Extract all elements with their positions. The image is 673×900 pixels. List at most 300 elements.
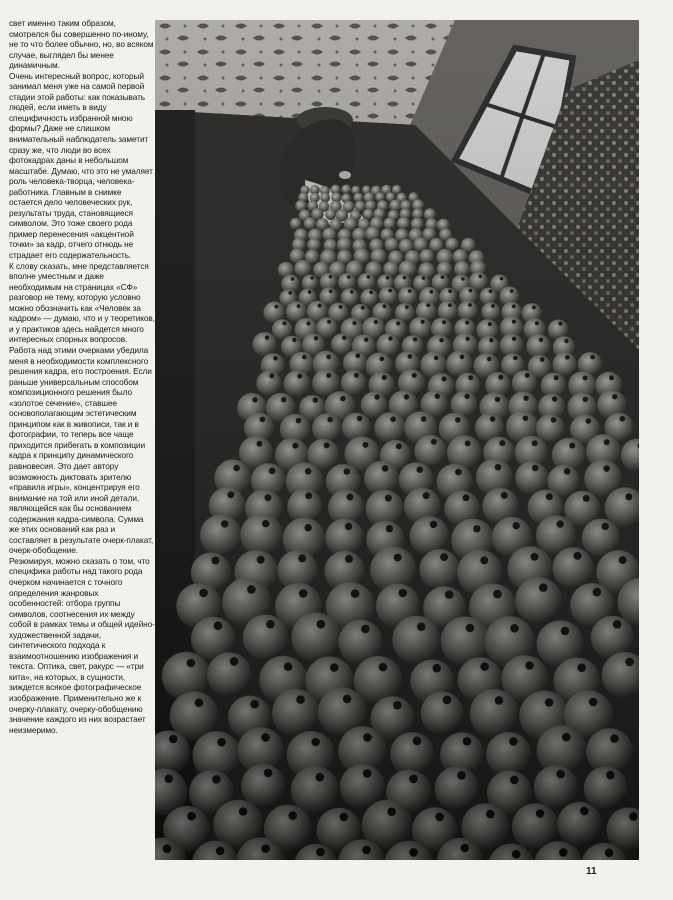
pomegranate-crown — [363, 769, 372, 778]
pomegranate-crown — [625, 493, 632, 500]
pomegranate-crown — [434, 356, 439, 361]
pomegranate-crown — [387, 807, 396, 816]
pomegranate-crown — [318, 304, 322, 308]
pomegranate-crown — [512, 320, 516, 324]
pomegranate-crown — [431, 439, 437, 445]
pomegranate-crown — [327, 417, 333, 423]
pomegranate-crown — [292, 338, 296, 342]
pomegranate — [256, 371, 281, 396]
pomegranate-crown — [230, 657, 239, 666]
pomegranate-crown — [422, 276, 425, 279]
pomegranate-crown — [455, 469, 462, 476]
pomegranate-crown — [408, 289, 412, 293]
pomegranate-crown — [421, 416, 427, 422]
pomegranate-crown — [619, 556, 627, 564]
pomegranate-crown — [291, 277, 294, 280]
pomegranate-crown — [362, 846, 371, 855]
pomegranate-crown — [461, 277, 464, 280]
pomegranate — [325, 209, 336, 220]
pomegranate-crown — [283, 321, 287, 325]
pomegranate-crown — [357, 416, 363, 422]
pomegranate-crown — [211, 557, 219, 565]
pomegranate-crown — [361, 625, 370, 634]
pomegranate-crown — [423, 492, 430, 499]
pomegranate — [481, 302, 500, 321]
pomegranate-crown — [396, 443, 402, 449]
pomegranate-crown — [298, 554, 306, 562]
pomegranate-crown — [583, 397, 588, 402]
pomegranate — [243, 615, 289, 661]
pomegranate-crown — [512, 850, 521, 859]
pomegranate-crown — [583, 376, 588, 381]
pomegranate-crown — [465, 440, 471, 446]
pomegranate-crown — [165, 775, 174, 784]
pomegranate — [294, 260, 311, 277]
pomegranate-crown — [583, 495, 590, 502]
pomegranate-crown — [574, 552, 582, 560]
pomegranate-crown — [214, 621, 223, 630]
pomegranate-crown — [260, 417, 266, 423]
pomegranate-crown — [324, 442, 330, 448]
pomegranate-crown — [559, 322, 563, 326]
pomegranate-crown — [510, 289, 514, 293]
pomegranate-crown — [307, 322, 311, 326]
pomegranate-crown — [625, 658, 634, 667]
pomegranate — [200, 515, 242, 557]
pomegranate-crown — [281, 397, 286, 402]
pomegranate-crown — [417, 466, 424, 473]
pomegranate-crown — [479, 275, 482, 278]
pomegranate — [515, 577, 562, 624]
pomegranate-crown — [345, 555, 353, 563]
pomegranate-crown — [364, 338, 368, 342]
pomegranate-crown — [273, 356, 278, 361]
pomegranate — [390, 732, 434, 776]
pomegranate-crown — [498, 375, 503, 380]
pomegranate-crown — [413, 337, 417, 341]
pomegranate-crown — [577, 663, 586, 672]
pomegranate-crown — [264, 494, 271, 501]
pomegranate-crown — [532, 306, 536, 310]
pomegranate — [435, 766, 479, 810]
pomegranate-crown — [512, 337, 516, 341]
pomegranate-crown — [480, 662, 489, 671]
pomegranate-crown — [380, 357, 385, 362]
pomegranate — [384, 218, 396, 230]
pomegranate-crown — [564, 468, 571, 475]
pomegranate-crown — [561, 627, 570, 636]
pomegranate-crown — [605, 849, 614, 858]
pomegranate-crown — [539, 338, 543, 342]
pomegranate-crown — [430, 290, 434, 294]
pomegranate — [253, 332, 277, 356]
pomegranate-crown — [448, 289, 452, 293]
pomegranate-crown — [404, 394, 409, 399]
pomegranate-crown — [388, 289, 392, 293]
pomegranate-crown — [187, 659, 196, 668]
pomegranate-crown — [489, 338, 493, 342]
article-paragraph: К слову сказать, мне представляется вполне уместным и даже необходимым на страницах «СФ» разговор не тему, которую условно можно обозначить как «Человек за кадром» — думаю, что и у теоретиков, и у практиков здесь найдется много интересных спорных вопросов. — [9, 260, 155, 345]
pomegranate-crown — [580, 807, 589, 816]
pomegranate-crown — [473, 525, 480, 532]
pomegranate — [534, 765, 578, 809]
pomegranate-crown — [382, 375, 387, 380]
pomegranate-crown — [344, 468, 351, 475]
pomegranate-crown — [509, 737, 518, 746]
pomegranate-crown — [305, 524, 312, 531]
pomegranate-crown — [457, 771, 466, 780]
pomegranate-crown — [556, 770, 565, 779]
pomegranate-crown — [491, 304, 495, 308]
pomegranate-crown — [257, 556, 265, 564]
pomegranate-crown — [394, 554, 402, 562]
pomegranate-crown — [353, 321, 357, 325]
wallpaper-wall — [155, 20, 455, 125]
pomegranate-crown — [486, 810, 495, 819]
pomegranate-crown — [440, 553, 448, 561]
pomegranate-crown — [602, 523, 609, 530]
pomegranate — [414, 435, 446, 467]
pomegranate-crown — [441, 276, 444, 279]
pomegranate-crown — [535, 321, 539, 325]
pomegranate-crown — [390, 416, 396, 422]
pomegranate-crown — [340, 396, 345, 401]
pomegranate-crown — [546, 493, 553, 500]
pomegranate-crown — [314, 336, 318, 340]
pomegranate-crown — [409, 775, 418, 784]
pomegranate-crown — [413, 737, 422, 746]
pomegranate — [375, 412, 406, 443]
pomegranate-crown — [316, 848, 325, 857]
pomegranate-crown — [388, 336, 392, 340]
pomegranate-crown — [439, 338, 443, 342]
article-paragraph: свет именно таким образом, смотрелся бы совершенно по-иному, не то что более обычно, но, во всяком случае, выглядел бы менее динамичным. — [9, 18, 154, 71]
pomegranate-crown — [239, 807, 248, 816]
article-paragraph: Работа над этими очерками убедила меня в необходимости комплексного решения кадра, его построения. Если раньше универсальным способом композиционного решения было «золотое сечение», ставшее основополагающим эстетическим принципом как в живописи, так и в фотографии, то теперь все чаще приходится прибегать в композиции кадра к принципу динамического равновесия. Это дает автору возможность диктовать зрителю «правила игры», концентрируя его внимание на той или иной детали, являющейся как бы основанием содержания кадра-символа. Сумма же этих оснований как раз и составляет в результате очерк-плакат, очерк-обобщение. — [9, 344, 154, 556]
pomegranate-crown — [610, 734, 619, 743]
pomegranate-crown — [297, 304, 301, 308]
pomegranate-crown — [554, 375, 559, 380]
pomegranate — [398, 287, 417, 306]
pomegranate-crown — [269, 373, 274, 378]
pomegranate-crown — [461, 844, 470, 853]
pomegranate-crown — [275, 305, 279, 309]
pomegranate-crown — [247, 585, 256, 594]
pomegranate-crown — [612, 394, 617, 399]
pomegranate — [207, 652, 251, 696]
pomegranate-crown — [369, 291, 373, 295]
pomegranate-crown — [525, 373, 530, 378]
pomegranate-crown — [539, 583, 548, 592]
pomegranate-crown — [296, 695, 305, 704]
pomegranate — [290, 218, 302, 230]
pomegranate-crown — [399, 589, 408, 598]
pomegranate-crown — [405, 305, 409, 309]
pomegranate-crown — [311, 738, 320, 747]
pomegranate-crown — [495, 397, 500, 402]
pomegranate-crown — [339, 305, 343, 309]
pomegranate-crown — [540, 357, 545, 362]
pomegranate — [420, 249, 435, 264]
pomegranate-crown — [495, 464, 502, 471]
pomegranate — [419, 549, 459, 589]
pomegranate-crown — [385, 495, 392, 502]
pomegranate-crown — [426, 303, 430, 307]
pomegranate-crown — [386, 525, 393, 532]
pomegranate-crown — [363, 733, 372, 742]
pomegranate-crown — [500, 277, 503, 280]
pomegranate-crown — [382, 465, 389, 472]
pomegranate-crown — [351, 589, 360, 598]
pomegranate-crown — [367, 275, 370, 278]
pomegranate-crown — [510, 776, 519, 785]
pomegranate — [526, 334, 550, 358]
pomegranate-crown — [620, 416, 626, 422]
pomegranate-crown — [532, 440, 538, 446]
pomegranate-crown — [463, 737, 472, 746]
pomegranate-crown — [463, 494, 470, 501]
pomegranate-crown — [487, 357, 492, 362]
pomegranate — [302, 275, 319, 292]
pomegranate-crown — [383, 304, 387, 308]
pomegranate-crown — [340, 813, 349, 822]
pomegranate-crown — [552, 396, 557, 401]
pomegranate-crown — [327, 320, 331, 324]
pomegranate-crown — [435, 394, 440, 399]
pomegranate-crown — [305, 492, 312, 499]
pomegranate-crown — [297, 374, 302, 379]
pomegranate-crown — [326, 373, 331, 378]
pomegranate-crown — [590, 355, 595, 360]
pomegranate-crown — [499, 440, 505, 446]
pomegranate — [240, 514, 283, 557]
pomegranate-crown — [299, 589, 308, 598]
pomegranate-crown — [603, 465, 610, 472]
pomegranate-crown — [305, 468, 312, 475]
pomegranate — [515, 461, 548, 494]
pomegranate-crown — [347, 494, 354, 501]
article-paragraph: Резюмируя, можно сказать о том, что специфика работы над такого рода очерком начинается с точного определения жанровых особенностей: отбора группы символов, соотнесения их между собой в рамках темы и общей идейно-художественной задачи, синтетического подхода к взаимоотношению изображения и текста. Оптика, свет, ракурс — «три кита», на которых, в сущности, зиждется всякое фотографическое изображение. Применительно же к очерку-плакату, очерку-обобщению значение каждого из них возрастает неизмеримо. — [9, 555, 155, 735]
pomegranate — [341, 185, 351, 195]
pomegranate-crown — [374, 320, 378, 324]
pomegranate-crown — [421, 320, 425, 324]
pomegranate-crown — [363, 442, 369, 448]
pomegranate — [307, 238, 321, 252]
pomegranate-crown — [221, 520, 228, 527]
pomegranate-crown — [261, 844, 270, 853]
pomegranate-crown — [562, 733, 571, 742]
pomegranate-crown — [302, 355, 307, 360]
pomegranate-crown — [629, 812, 638, 821]
pomegranate-crown — [212, 775, 221, 784]
pomegranate — [363, 209, 374, 220]
pomegranate — [389, 200, 401, 212]
pomegranate — [312, 413, 342, 443]
pomegranate — [445, 238, 459, 252]
pomegranate-crown — [455, 417, 461, 423]
pomegranate — [358, 273, 376, 291]
pomegranate-crown — [545, 698, 554, 707]
pomegranate-crown — [343, 695, 352, 704]
pomegranate-crown — [510, 624, 519, 633]
pomegranate-crown — [512, 305, 516, 309]
pomegranate — [338, 273, 356, 291]
pomegranate-crown — [489, 289, 493, 293]
pomegranate-crown — [326, 355, 331, 360]
pomegranate — [470, 689, 519, 738]
pomegranate — [421, 692, 464, 735]
pomegranate — [284, 370, 311, 397]
pomegranate-crown — [488, 322, 492, 326]
pomegranate — [331, 333, 353, 355]
pomegranate-crown — [408, 354, 413, 359]
pomegranate-crown — [329, 290, 333, 294]
pomegranate-crown — [227, 491, 234, 498]
pomegranate-crown — [468, 375, 473, 380]
pomegranate-crown — [329, 275, 332, 278]
pomegranate-crown — [361, 306, 365, 310]
pomegranate-crown — [495, 696, 504, 705]
pomegranate-crown — [417, 622, 426, 631]
pomegranate-crown — [433, 664, 442, 673]
pomegranate-crown — [490, 416, 496, 422]
pomegranate — [385, 238, 399, 252]
pomegranate-crown — [250, 700, 259, 709]
pomegranate-crown — [342, 336, 346, 340]
pomegranate — [392, 616, 440, 664]
pomegranate-crown — [443, 696, 452, 705]
pomegranate-crown — [589, 698, 598, 707]
photo-illustration — [155, 20, 639, 860]
pomegranate-crown — [288, 291, 292, 295]
pomegranate-crown — [187, 812, 196, 821]
pomegranate-crown — [466, 624, 475, 633]
pomegranate — [584, 767, 628, 811]
pomegranate-crown — [289, 811, 298, 820]
pomegranate-crown — [565, 355, 570, 360]
pomegranate-crown — [469, 289, 473, 293]
pomegranate-crown — [465, 321, 469, 325]
pomegranate — [341, 288, 359, 306]
pomegranate-crown — [330, 663, 339, 672]
pomegranate-crown — [264, 769, 273, 778]
pomegranate-crown — [345, 523, 352, 530]
pomegranate-crown — [292, 443, 298, 449]
pomegranate-crown — [403, 276, 406, 279]
pomegranate-crown — [310, 276, 313, 279]
pomegranate-crown — [195, 698, 204, 707]
pomegranate — [291, 613, 341, 663]
pomegranate-crown — [356, 353, 361, 358]
pomegranate-crown — [262, 520, 269, 527]
pomegranate — [360, 289, 378, 307]
pomegranate-crown — [412, 373, 417, 378]
pomegranate-crown — [442, 320, 446, 324]
pomegranate-crown — [586, 418, 592, 424]
pomegranates-photo — [155, 20, 639, 860]
pomegranate-crown — [379, 663, 388, 672]
pomegranate-crown — [266, 620, 275, 629]
pomegranate-crown — [448, 303, 452, 307]
pomegranate-crown — [606, 771, 615, 780]
pomegranate-crown — [532, 465, 539, 472]
pomegranate-crown — [217, 738, 226, 747]
pomegranate-crown — [252, 397, 257, 402]
pomegranate-crown — [523, 396, 528, 401]
pomegranate-crown — [313, 397, 318, 402]
pomegranate — [397, 217, 410, 230]
pomegranate-crown — [557, 520, 564, 527]
pomegranate-crown — [468, 303, 472, 307]
pomegranate-crown — [442, 377, 447, 382]
pomegranate-crown — [435, 813, 444, 822]
pomegranate — [486, 732, 531, 777]
pomegranate-crown — [460, 355, 465, 360]
pomegranate-crown — [316, 773, 325, 782]
pomegranate — [304, 217, 317, 230]
pomegranate-crown — [493, 590, 502, 599]
pomegranate — [458, 301, 478, 321]
pomegranate-crown — [199, 589, 208, 598]
pomegranate-crown — [354, 373, 359, 378]
pomegranate-crown — [523, 416, 529, 422]
pomegranate-crown — [265, 336, 269, 340]
pomegranate-crown — [465, 337, 469, 341]
pomegranate-crown — [396, 321, 400, 325]
article-text-column — [9, 18, 155, 864]
pomegranate — [341, 370, 366, 395]
pomegranate-crown — [308, 290, 312, 294]
pomegranate-crown — [430, 521, 437, 528]
pomegranate-crown — [163, 844, 172, 853]
pomegranate-crown — [445, 590, 454, 599]
pomegranate-crown — [513, 356, 518, 361]
article-paragraph: Очень интересный вопрос, который занимал меня уже на самой первой стадии этой работы: как показывать людей, если иметь в виду специфичность избранной мною формы? Даже не слишком внимательный наблюдатель заметит сразу же, что люди во всех фотокадрах даны в небольшом масштабе. Думаю, что это не умаляет роль человека-творца, человека-работника. Главным в снимке остается дело человеческих рук, результаты труда, становящиеся символом. Это тоже своего рода пример перенесения «акцентной точки» за кадр, отчего отнюдь не страдает его содержательность. — [9, 70, 153, 261]
pomegranate — [272, 689, 320, 737]
pomegranate-crown — [501, 492, 508, 499]
pomegranate-crown — [564, 339, 568, 343]
pomegranate-crown — [216, 847, 225, 856]
pomegranate-crown — [296, 418, 302, 424]
pomegranate-crown — [409, 848, 418, 857]
pomegranate-crown — [531, 553, 539, 561]
pomegranate-crown — [284, 662, 293, 671]
pomegranate-crown — [536, 809, 545, 818]
pomegranate-crown — [347, 275, 350, 278]
pomegranate-crown — [269, 468, 276, 475]
pomegranate-crown — [613, 620, 622, 629]
pomegranate — [552, 547, 593, 588]
pomegranate-crown — [551, 417, 557, 423]
pomegranate-crown — [374, 394, 379, 399]
pomegranate-crown — [513, 522, 520, 529]
pomegranate-crown — [386, 276, 389, 279]
pomegranate-crown — [350, 290, 354, 294]
pomegranate-crown — [559, 848, 568, 857]
pomegranate-crown — [169, 735, 178, 744]
page-number: 11 — [586, 866, 597, 877]
pomegranate-crown — [593, 588, 602, 597]
pomegranate — [320, 193, 330, 203]
pomegranate-crown — [525, 661, 534, 670]
pomegranate-crown — [257, 441, 263, 447]
pomegranate-crown — [480, 556, 488, 564]
pomegranate-crown — [464, 394, 469, 399]
pomegranate-crown — [569, 443, 575, 449]
pomegranate-crown — [604, 439, 610, 445]
pomegranate-crown — [233, 465, 240, 472]
pomegranate-crown — [393, 701, 402, 710]
